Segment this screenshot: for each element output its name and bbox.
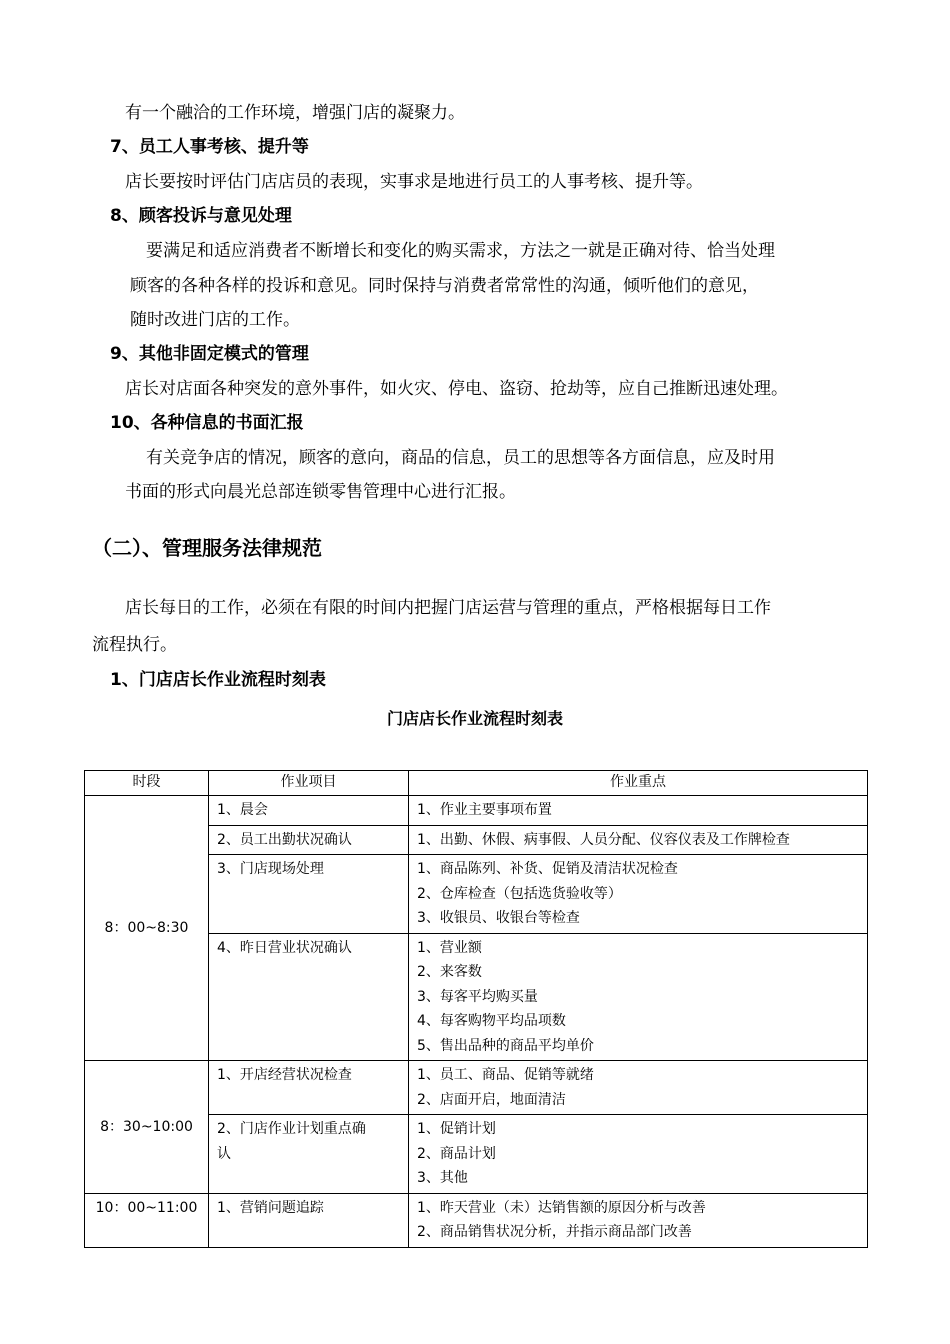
points-cell [409, 796, 868, 826]
item-cell: 1、晨会 [209, 796, 409, 826]
point-line: 2、仓库检查（包括选货验收等） [417, 885, 622, 902]
heading-7: 7、员工人事考核、提升等 [110, 137, 309, 157]
table-row [85, 1061, 868, 1115]
section-paragraph-line-1: 店长每日的工作，必须在有限的时间内把握门店运营与管理的重点，严格根据每日工作 [125, 598, 771, 618]
point-line: 2、店面开启，地面清洁 [417, 1091, 566, 1108]
point-line: 1、员工、商品、促销等就绪 [417, 1067, 594, 1083]
point-line: 3、收银员、收银台等检查 [417, 910, 580, 926]
period-cell: 8：00~8:30 [85, 796, 209, 1061]
table-row [85, 796, 868, 826]
point-line: 2、商品销售状况分析，并指示商品部门改善 [417, 1224, 692, 1240]
points-cell [409, 825, 868, 855]
points-cell [409, 1193, 868, 1247]
header-points: 作业重点 [409, 771, 868, 796]
paragraph-9: 店长对店面各种突发的意外事件，如火灾、停电、盗窃、抢劫等，应自己推断迅速处理。 [125, 379, 788, 399]
points-cell [409, 1061, 868, 1115]
point-line: 4、每客购物平均品项数 [417, 1013, 566, 1029]
paragraph-10-line-2: 书面的形式向晨光总部连锁零售管理中心进行汇报。 [125, 482, 516, 502]
point-line: 1、促销计划 [417, 1121, 496, 1137]
item-cell: 4、昨日营业状况确认 [209, 933, 409, 1061]
item-cell: 2、员工出勤状况确认 [209, 825, 409, 855]
point-line: 1、商品陈列、补货、促销及清洁状况检查 [417, 861, 678, 877]
point-line: 1、出勤、休假、病事假、人员分配、仪容仪表及工作牌检查 [417, 831, 790, 848]
subheading-1: 1、门店店长作业流程时刻表 [110, 670, 326, 690]
item-cell: 1、营销问题追踪 [209, 1193, 409, 1247]
paragraph-8-line-3: 随时改进门店的工作。 [130, 310, 300, 330]
paragraph-intro-tail: 有一个融洽的工作环境，增强门店的凝聚力。 [125, 103, 465, 123]
points-cell [409, 1115, 868, 1194]
table-header-row [85, 771, 868, 796]
paragraph-10-line-1: 有关竞争店的情况，顾客的意向，商品的信息，员工的思想等各方面信息，应及时用 [146, 448, 775, 468]
points-cell [409, 933, 868, 1061]
section-heading: （二）、管理服务法律规范 [92, 536, 322, 560]
item-line: 2、门店作业计划重点确 [217, 1121, 366, 1137]
section-paragraph-line-2: 流程执行。 [92, 635, 177, 655]
period-cell: 8：30~10:00 [85, 1061, 209, 1194]
point-line: 1、昨天营业（未）达销售额的原因分析与改善 [417, 1199, 706, 1216]
point-line: 2、商品计划 [417, 1145, 496, 1162]
schedule-table [84, 770, 868, 1248]
point-line: 3、每客平均购买量 [417, 988, 538, 1005]
heading-9: 9、其他非固定模式的管理 [110, 344, 309, 364]
point-line: 5、售出品种的商品平均单价 [417, 1037, 594, 1054]
point-line: 3、其他 [417, 1170, 468, 1186]
header-item: 作业项目 [209, 771, 409, 796]
paragraph-7: 店长要按时评估门店店员的表现，实事求是地进行员工的人事考核、提升等。 [125, 172, 703, 192]
heading-10: 10、各种信息的书面汇报 [110, 413, 304, 433]
period-cell: 10：00~11:00 [85, 1193, 209, 1247]
table-title: 门店店长作业流程时刻表 [386, 709, 563, 728]
item-cell: 3、门店现场处理 [209, 855, 409, 934]
item-line: 认 [217, 1145, 231, 1162]
paragraph-8-line-1: 要满足和适应消费者不断增长和变化的购买需求，方法之一就是正确对待、恰当处理 [146, 241, 775, 261]
header-period: 时段 [85, 771, 209, 796]
point-line: 2、来客数 [417, 964, 482, 980]
item-cell [209, 1115, 409, 1194]
point-line: 1、营业额 [417, 939, 482, 956]
table-row [85, 1193, 868, 1247]
paragraph-8-line-2: 顾客的各种各样的投诉和意见。同时保持与消费者常常性的沟通，倾听他们的意见， [130, 276, 759, 296]
item-cell: 1、开店经营状况检查 [209, 1061, 409, 1115]
heading-8: 8、顾客投诉与意见处理 [110, 206, 292, 226]
points-cell [409, 855, 868, 934]
point-line: 1、作业主要事项布置 [417, 802, 552, 818]
